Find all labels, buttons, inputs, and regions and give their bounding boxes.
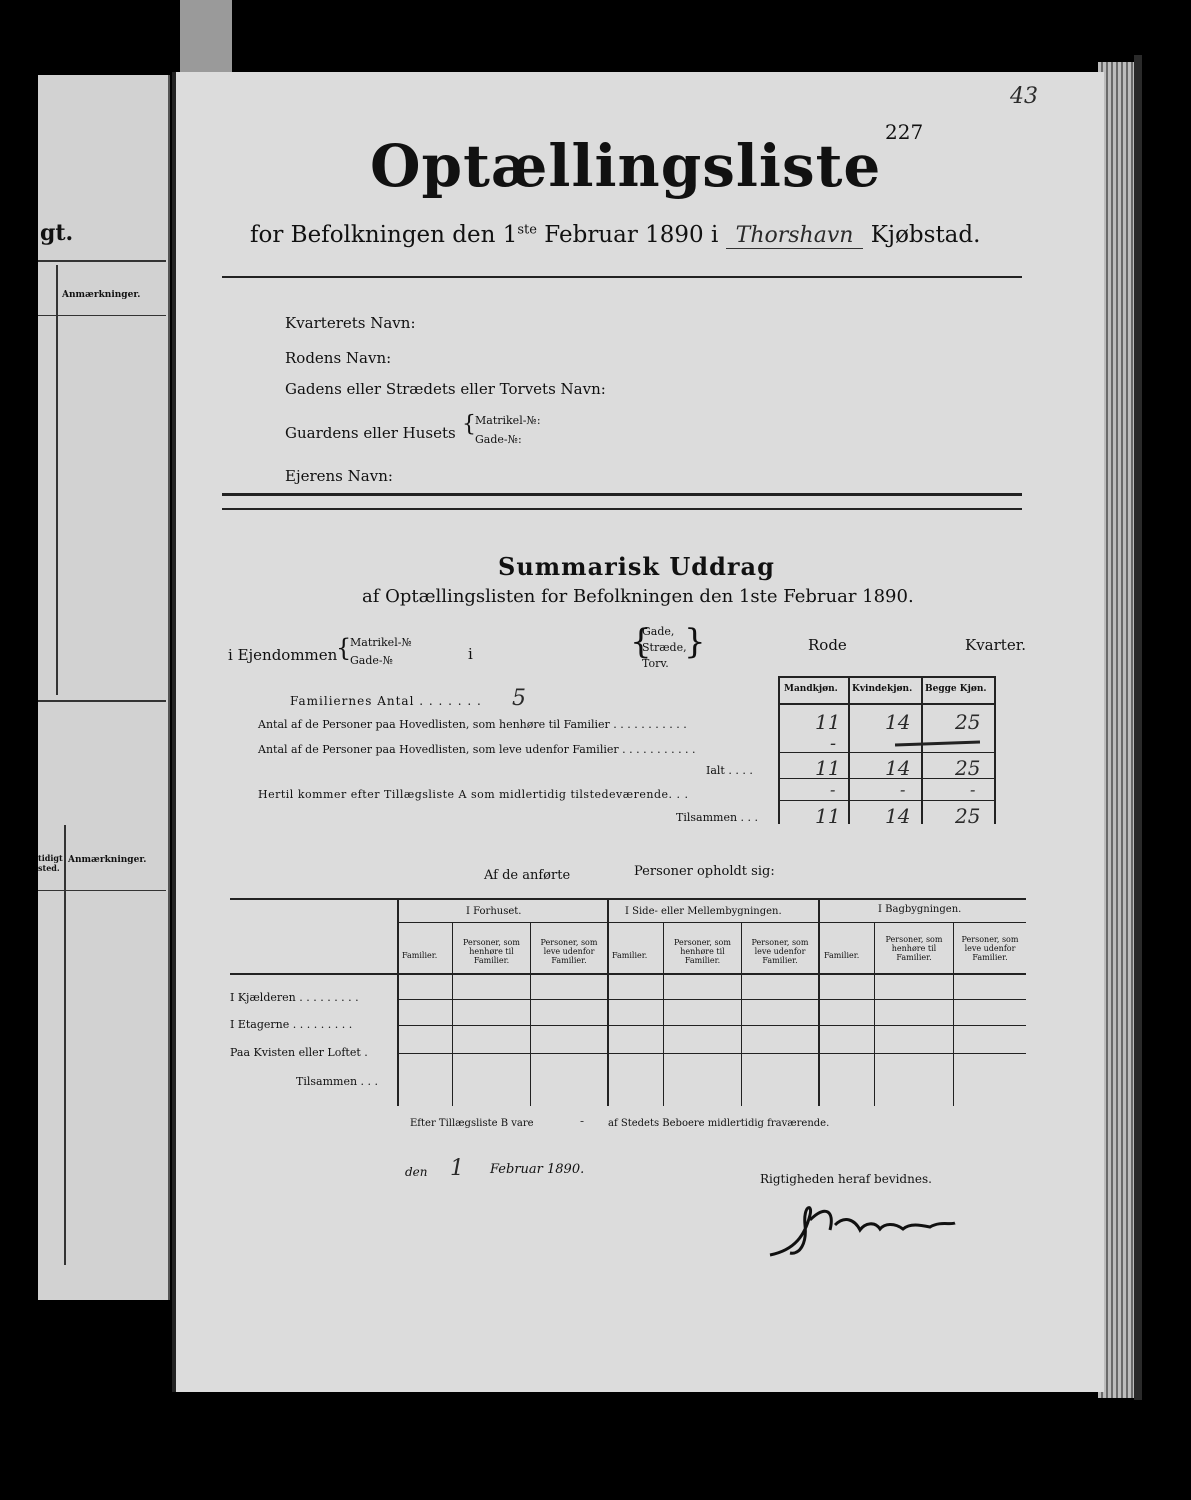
ejendom-i: i [468, 645, 473, 663]
row-ialt-mand: 11 [815, 756, 841, 780]
tillaeg-b-suffix: af Stedets Beboere midlertidig fraværende. [608, 1118, 830, 1129]
rode-label: Rode [808, 636, 847, 654]
summary-heading: Summarisk Uddrag [498, 552, 775, 581]
group-forhuset: I Forhuset. [466, 906, 522, 917]
book-binding [1134, 55, 1142, 1400]
field-gade-nr: Gade-№: [475, 433, 522, 446]
row-label-familier: Antal af de Personer paa Hovedlisten, som henhøre til Familier . . . . . . . . . . . [258, 718, 687, 731]
certify-text: Rigtigheden heraf bevidnes. [760, 1172, 932, 1186]
title-rule [222, 276, 1022, 278]
row-label-udenfor: Antal af de Personer paa Hovedlisten, som leve udenfor Familier . . . . . . . . . . . [258, 743, 696, 756]
row-tillaeg-begge: - [970, 780, 976, 799]
families-value: 5 [512, 686, 526, 711]
street-type-torv: Torv. [642, 657, 669, 670]
row-label-tilsammen: Tilsammen . . . [676, 811, 759, 824]
field-gaard: Guardens eller Husets [285, 424, 456, 442]
form-subtitle: for Befolkningen den 1ste Februar 1890 i Thorshavn Kjøbstad. [250, 222, 981, 248]
subcol-familier-3: Familier. [824, 951, 860, 960]
subcol-henhore-2: Personer, som henhøre til Familier. [674, 938, 731, 965]
page-tab [180, 0, 232, 80]
row-tillaeg-kvinde: - [900, 780, 906, 799]
page-number: 227 [885, 120, 924, 144]
row-tilsammen-kvinde: 14 [885, 804, 911, 828]
date-day: 1 [450, 1156, 464, 1181]
row-persons-tilsammen: Tilsammen . . . [296, 1075, 379, 1088]
left-col-label-2: Anmærkninger. [68, 855, 147, 865]
group-sidebygning: I Side- eller Mellembygningen. [625, 906, 782, 917]
row-label-tillaeg-a: Hertil kommer efter Tillægsliste A som midlertidig tilstedeværende. . . [258, 788, 689, 801]
place-handwritten: Thorshavn [726, 223, 864, 249]
families-label: Familiernes Antal . . . . . . . [290, 694, 482, 708]
row-kjaelderen: I Kjælderen . . . . . . . . . [230, 991, 359, 1004]
field-ejer: Ejerens Navn: [285, 467, 393, 485]
folio-number: 43 [1010, 84, 1038, 109]
row-familier-kvinde: 14 [885, 710, 911, 734]
subcol-familier-2: Familier. [612, 951, 648, 960]
left-page-fragment [38, 75, 170, 1300]
group-bagbygning: I Bagbygningen. [878, 904, 962, 915]
date-prefix: den [405, 1165, 428, 1179]
row-tillaeg-mand: - [830, 780, 836, 799]
ejendom-matrikel: Matrikel-№ [350, 636, 412, 649]
subcol-henhore-3: Personer, som henhøre til Familier. [885, 935, 943, 962]
row-tilsammen-mand: 11 [815, 804, 841, 828]
col-mandkjon: Mandkjøn. [784, 684, 838, 694]
subcol-familier-1: Familier. [402, 951, 438, 960]
persons-caption-right: Personer opholdt sig: [634, 864, 775, 879]
row-label-ialt: Ialt . . . . [706, 764, 753, 777]
field-gade: Gadens eller Strædets eller Torvets Navn: [285, 380, 606, 398]
ejendom-gade: Gade-№ [350, 654, 394, 667]
row-familier-mand: 11 [815, 710, 841, 734]
signature [765, 1195, 965, 1265]
row-ialt-begge: 25 [955, 756, 981, 780]
street-type-straede: Stræde, [642, 641, 687, 654]
field-rode: Rodens Navn: [285, 349, 392, 367]
col-begge: Begge Kjøn. [925, 684, 987, 694]
tillaeg-b-prefix: Efter Tillægsliste B vare [410, 1118, 534, 1129]
left-fragment-heading: gt. [40, 220, 74, 246]
date-rest: Februar 1890. [490, 1162, 585, 1177]
subcol-udenfor-3: Personer, som leve udenfor Familier. [961, 935, 1019, 962]
subcol-udenfor-2: Personer, som leve udenfor Familier. [751, 938, 809, 965]
persons-caption-left: Af de anførte [484, 868, 571, 883]
row-etagerne: I Etagerne . . . . . . . . . [230, 1018, 353, 1031]
subcol-udenfor-1: Personer, som leve udenfor Familier. [540, 938, 598, 965]
left-col-label: Anmærkninger. [62, 290, 141, 300]
tillaeg-b-value: - [580, 1114, 585, 1128]
left-side-label: tidigt sted. [38, 853, 63, 873]
field-matrikel: Matrikel-№: [475, 414, 541, 427]
col-kvindekjon: Kvindekjøn. [852, 684, 913, 694]
street-type-gade: Gade, [642, 625, 675, 638]
ejendom-label: i Ejendommen [228, 646, 338, 664]
row-kvisten: Paa Kvisten eller Loftet . [230, 1046, 368, 1059]
form-title: Optællingsliste [370, 132, 882, 200]
summary-subheading: af Optællingslisten for Befolkningen den 1ste Februar 1890. [362, 586, 914, 607]
address-rule [222, 493, 1022, 496]
field-kvarter: Kvarterets Navn: [285, 314, 416, 332]
row-udenfor-mand: - [830, 733, 837, 754]
row-ialt-kvinde: 14 [885, 756, 911, 780]
row-tilsammen-begge: 25 [955, 804, 981, 828]
kvarter-label: Kvarter. [965, 636, 1026, 654]
row-familier-begge: 25 [955, 710, 981, 734]
subcol-henhore-1: Personer, som henhøre til Familier. [463, 938, 520, 965]
